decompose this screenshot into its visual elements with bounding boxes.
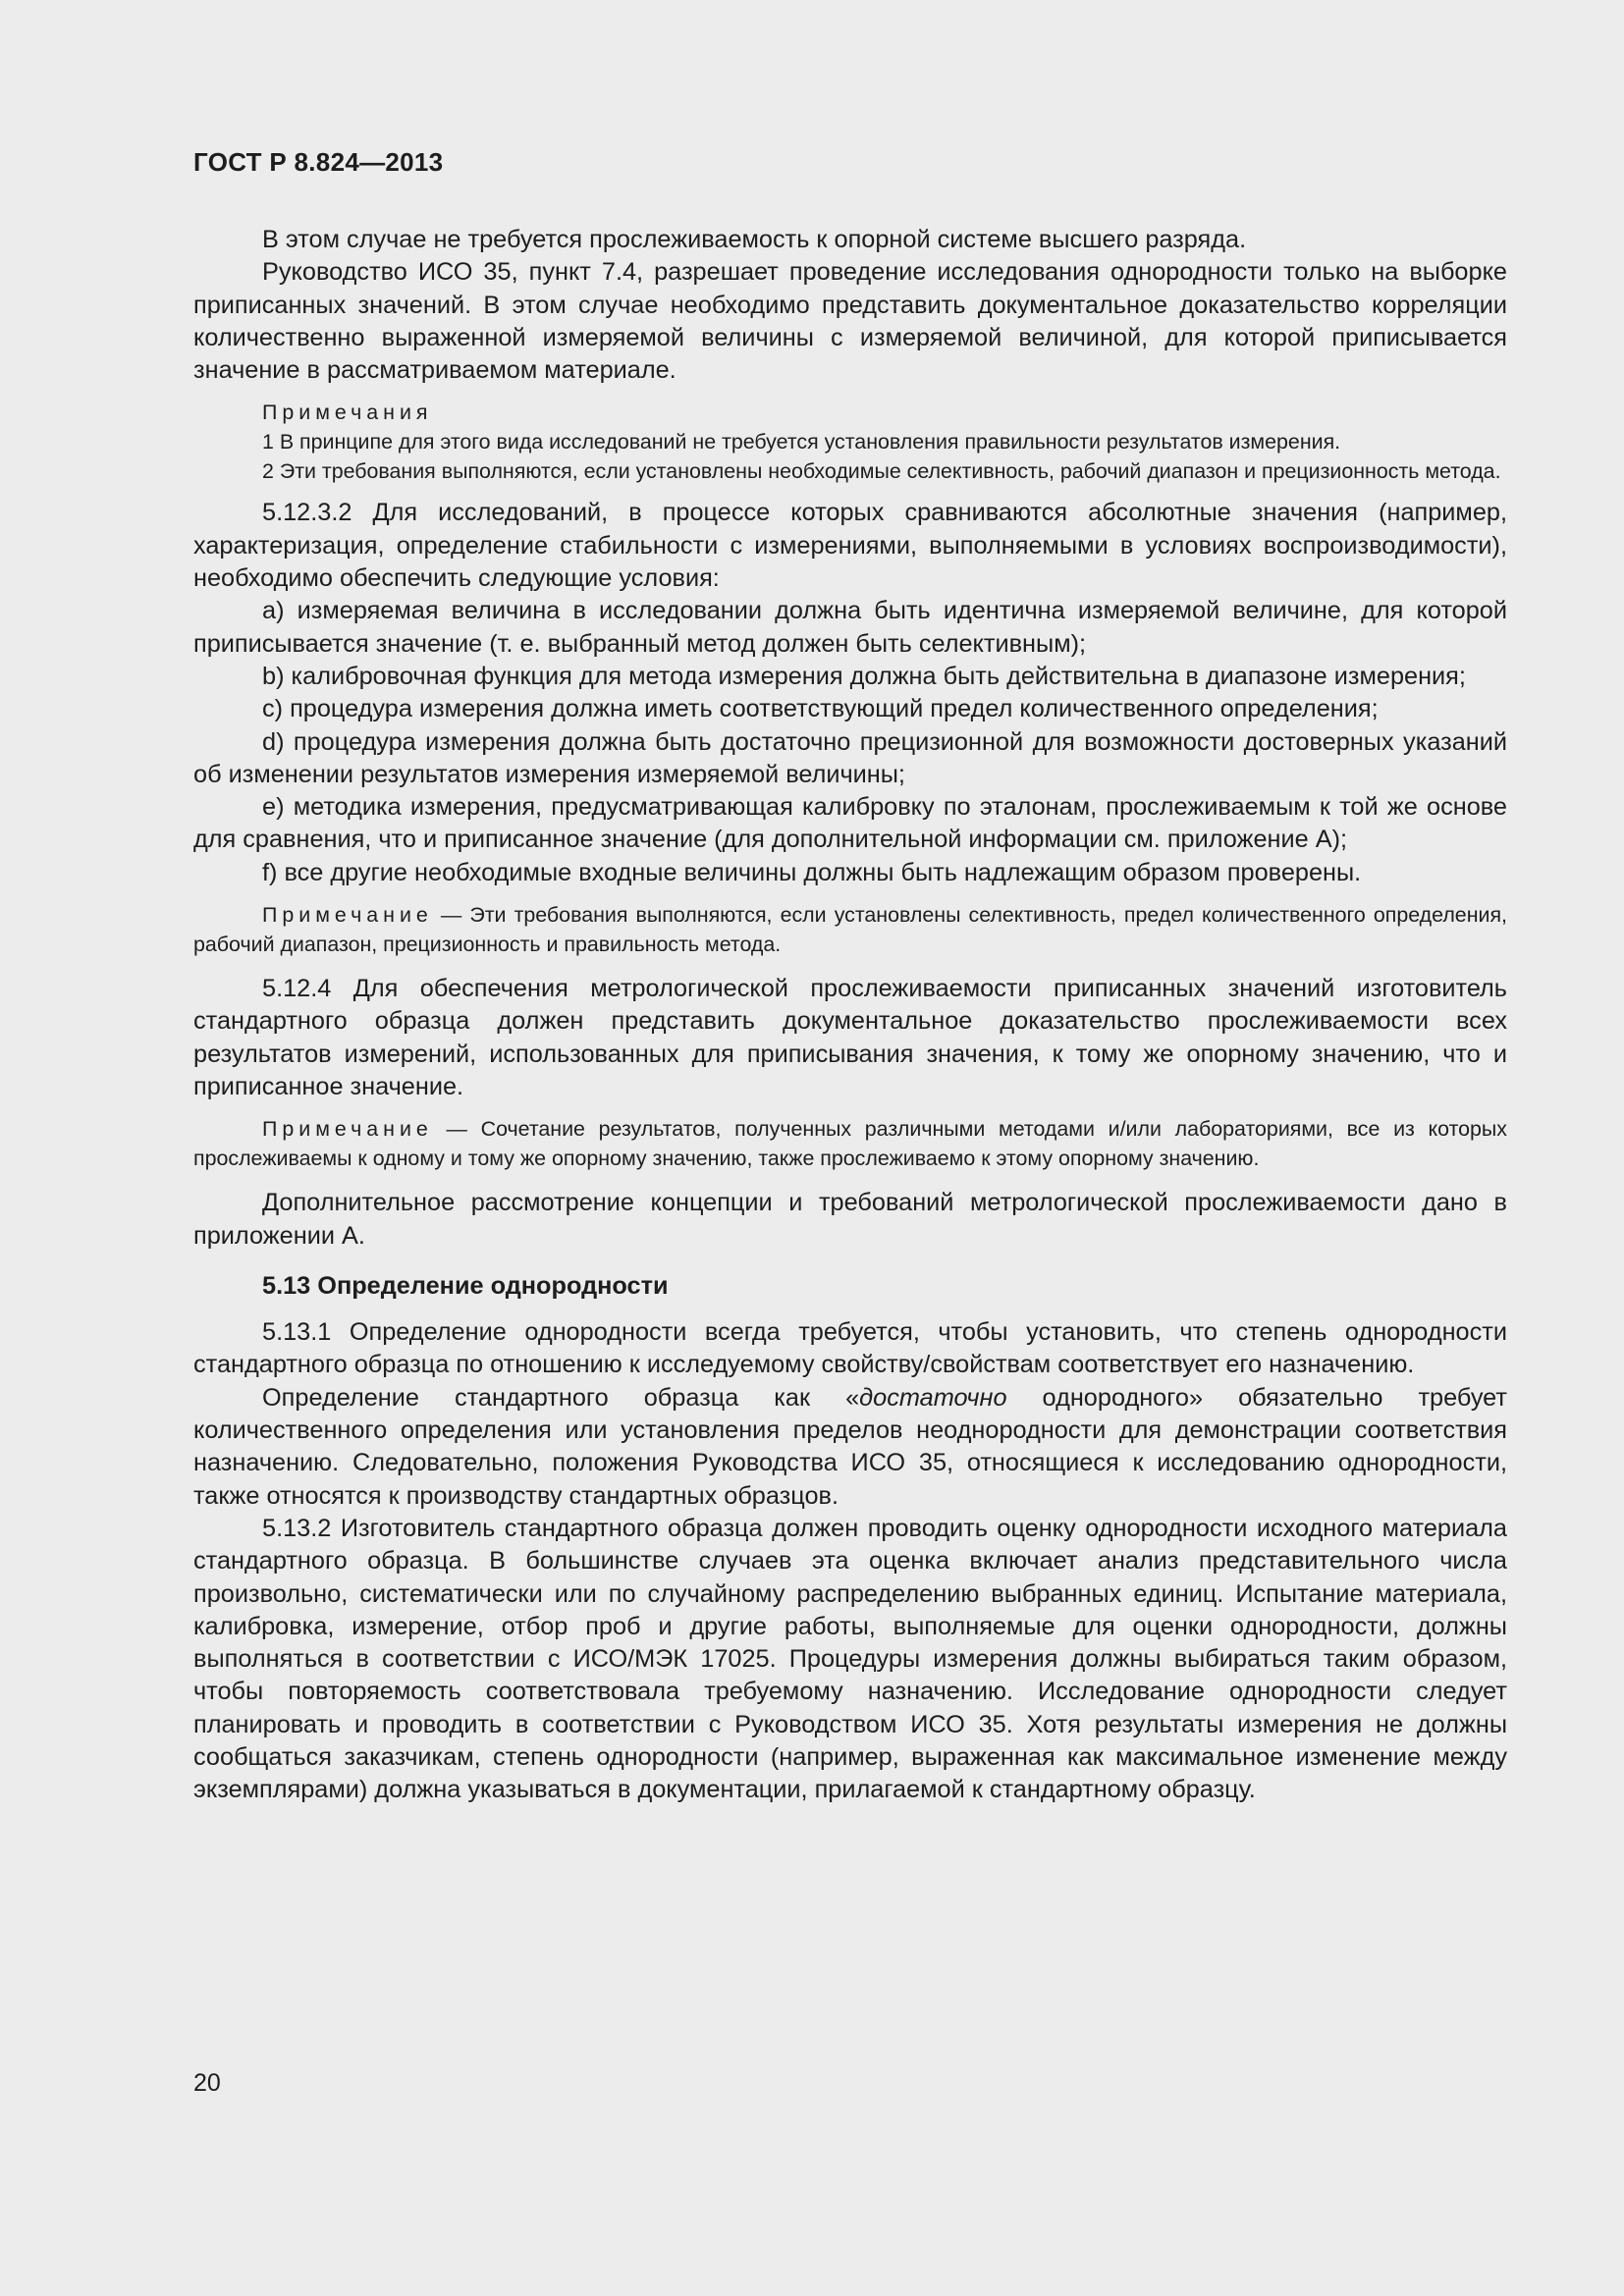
note-2: 2 Эти требования выполняются, если установлены необходимые селективность, рабочий диапазон и прецизионность метода. [262,459,1501,484]
note-text: — Сочетание результатов, полученных различными методами и/или лабораториями, все из которых прослеживаемы к одному и тому же опорному значению, также прослеживаемо к этому опорному значению. [193,1117,1507,1171]
note-combination [193,1114,1507,1173]
paragraph-5-12-3-2: 5.12.3.2 Для исследований, в процессе которых сравниваются абсолютные значения (например, характеризация, определение стабильности с измерениями, выполняемыми в условиях воспроизводимости), необходимо обеспечить следующие условия: [193,499,1507,593]
document-body [193,224,1507,1807]
text-run: Определение стандартного образца как « [262,1383,860,1412]
list-item-a: a) измеряемая величина в исследовании должна быть идентична измеряемой величине, для которой приписывается значение (т. е. выбранный метод должен быть селективным); [193,597,1507,658]
emphasis-text: достаточно [859,1383,1007,1412]
document-page [193,0,1507,2296]
list-item-e: e) методика измерения, предусматривающая калибровку по эталонам, прослеживаемым к той же основе для сравнения, что и приписанное значение (для дополнительной информации см. приложение А); [193,793,1507,854]
paragraph-definition [193,1382,1507,1513]
page-number: 20 [193,2069,221,2097]
section-heading-5-13: 5.13 Определение однородности [262,1271,669,1300]
list-item-d: d) процедура измерения должна быть достаточно прецизионной для возможности достоверных указаний об изменении результатов измерения измеряемой величины; [193,727,1507,788]
note-1: 1 В принципе для этого вида исследований не требуется установления правильности результатов измерения. [262,430,1341,454]
paragraph-5-13-2: 5.13.2 Изготовитель стандартного образца должен проводить оценку однородности исходного материала стандартного образца. В большинстве случаев эта оценка включает анализ представительного числа произвольно, систематически или по случайному распределению выбранных единиц. Испытание материала, калибровка, измерение, отбор проб и другие работы, выполняемые для оценки однородности, должны выполняться в соответствии с ИСО/МЭК 17025. Процедуры измерения должны выбираться таким образом, чтобы повторяемость соответствовала требуемому назначению. Исследование однородности следует планировать и проводить в соответствии с Руководством ИСО 35. Хотя результаты измерения не должны сообщаться заказчикам, степень однородности (например, выраженная как максимальное изменение между экземплярами) должна указываться в документации, прилагаемой к стандартному образцу. [193,1514,1507,1804]
list-item-c: c) процедура измерения должна иметь соответствующий предел количественного определения; [262,695,1379,723]
text-run: однородного» обязательно требует количественного определения или установления пределов неоднородности для демонстрации соответствия назначению. Следовательно, положения Руководства ИСО 35, относящиеся к исследованию однородности, также относятся к производству стандартных образцов. [193,1383,1507,1510]
paragraph-additional: Дополнительное рассмотрение концепции и требований метрологической прослеживаемости дано в приложении А. [193,1189,1507,1250]
document-header: ГОСТ Р 8.824—2013 [193,147,444,177]
note-text: — Эти требования выполняются, если установлены селективность, предел количественного определения, рабочий диапазон, прецизионность и правильность метода. [193,903,1507,957]
paragraph-iso35: Руководство ИСО 35, пункт 7.4, разрешает проведение исследования однородности только на выборке приписанных значений. В этом случае необходимо представить документальное доказательство корреляции количественно выраженной измеряемой величины с измеряемой величиной, для которой приписывается значение в рассматриваемом материале. [193,258,1507,385]
note-label: Примечание [262,1117,433,1142]
list-item-f: f) все другие необходимые входные величины должны быть надлежащим образом проверены. [262,858,1362,886]
note-requirements [193,900,1507,959]
paragraph-5-13-1: 5.13.1 Определение однородности всегда требуется, чтобы установить, что степень однородности стандартного образца по отношению к исследуемому свойству/свойствам соответствует его назначению. [193,1318,1507,1379]
paragraph-5-12-4: 5.12.4 Для обеспечения метрологической прослеживаемости приписанных значений изготовитель стандартного образца должен представить документальное доказательство прослеживаемости всех результатов измерений, использованных для приписывания значения, к тому же опорному значению, что и приписанное значение. [193,975,1507,1100]
note-label: Примечание [262,903,433,928]
list-item-b: b) калибровочная функция для метода измерения должна быть действительна в диапазоне измерения; [262,662,1466,690]
notes-heading: Примечания [262,400,433,425]
paragraph-traceability: В этом случае не требуется прослеживаемость к опорной системе высшего разряда. [262,226,1247,253]
